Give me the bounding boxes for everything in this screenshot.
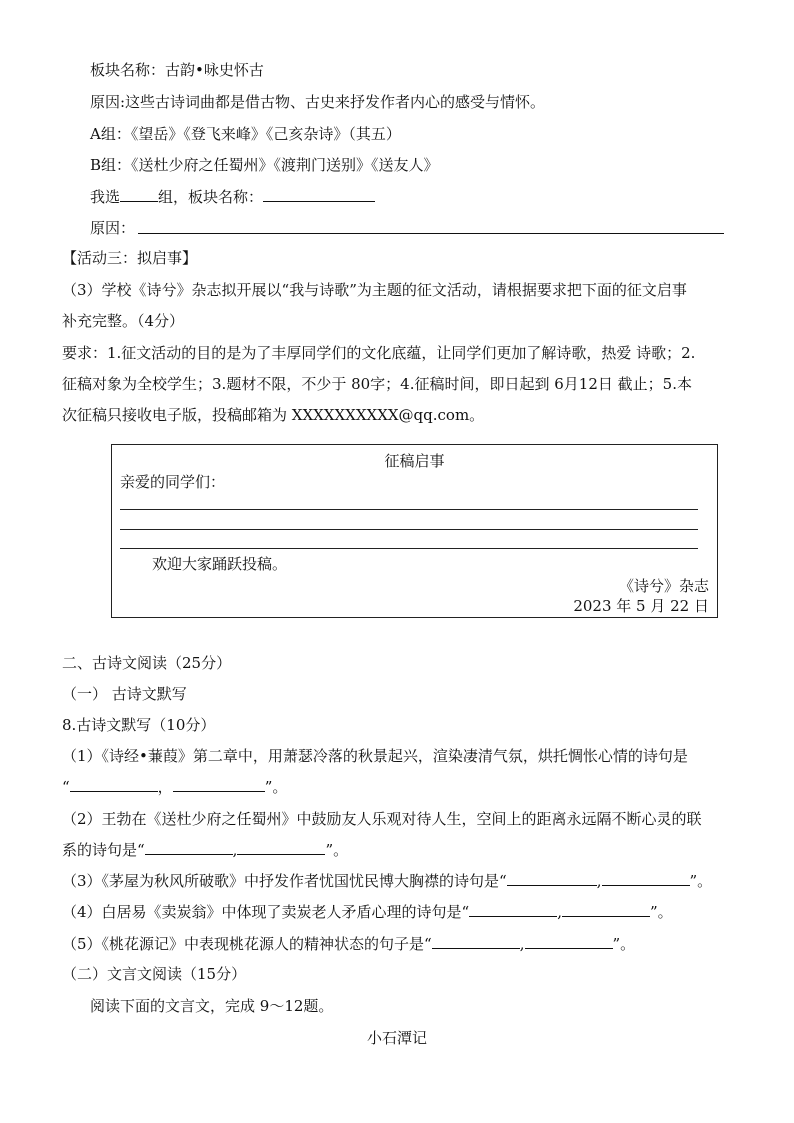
quote-open: “ <box>62 778 70 796</box>
requirements-line2: 征稿对象为全校学生；3.题材不限，不少于 80字；4.征稿时间，即日起到 6月12日 截止；5.本 <box>62 375 692 393</box>
quote-close: ”。 <box>689 872 713 890</box>
answer-blank[interactable] <box>525 934 613 949</box>
notice-write-line[interactable] <box>120 509 698 510</box>
comma: , <box>596 872 602 890</box>
board-reason: 原因:这些古诗词曲都是借古物、古史来抒发作者内心的感受与情怀。 <box>90 93 546 111</box>
notice-write-line[interactable] <box>120 529 698 530</box>
answer-blank[interactable] <box>70 777 158 792</box>
reason-blank[interactable] <box>138 233 724 234</box>
answer-blank[interactable] <box>562 902 650 917</box>
q8-3-line <box>62 871 712 891</box>
answer-blank[interactable] <box>237 840 325 855</box>
notice-title: 征稿启事 <box>384 452 445 470</box>
notice-greeting: 亲爱的同学们： <box>120 473 226 491</box>
passage-title: 小石潭记 <box>366 1029 427 1047</box>
comma: , <box>557 903 562 921</box>
q8-4-line <box>62 902 673 922</box>
answer-blank[interactable] <box>173 777 265 792</box>
group-a: A组：《望岳》《登飞来峰》《己亥杂诗》（其五） <box>90 125 401 143</box>
board-name-blank[interactable] <box>263 187 375 202</box>
answer-blank[interactable] <box>507 871 597 886</box>
part2-sub1: （一） 古诗文默写 <box>62 685 187 703</box>
reading-instruction: 阅读下面的文言文，完成 9～12题。 <box>90 997 334 1015</box>
requirements-line3: 次征稿只接收电子版，投稿邮箱为 XXXXXXXXXX@qq.com。 <box>62 406 485 424</box>
q3-line2: 补充完整。（4分） <box>62 312 185 330</box>
answer-blank[interactable] <box>602 871 690 886</box>
q8-4-prefix: （4）白居易《卖炭翁》中体现了卖炭老人矛盾心理的诗句是“ <box>62 903 470 921</box>
choose-line <box>90 187 375 207</box>
notice-write-line[interactable] <box>120 548 698 549</box>
q8-3-prefix: （3）《茅屋为秋风所破歌》中抒发作者忧国忧民博大胸襟的诗句是“ <box>62 872 507 890</box>
q8-2-line2 <box>62 840 348 860</box>
requirements-line1: 要求：1.征文活动的目的是为了丰厚同学们的文化底蕴，让同学们更加了解诗歌，热爱 诗歌；2. <box>62 344 696 362</box>
q8-5-prefix: （5）《桃花源记》中表现桃花源人的精神状态的句子是“ <box>62 935 432 953</box>
q3-line1: （3）学校《诗兮》杂志拟开展以“我与诗歌”为主题的征文活动，请根据要求把下面的征文启事 <box>62 281 687 299</box>
q8-1-line1: （1）《诗经•蒹葭》第二章中，用萧瑟冷落的秋景起兴，渲染凄清气氛，烘托惆怅心情的诗句是 <box>62 747 688 765</box>
part2-sub2: （二）文言文阅读（15分） <box>62 965 247 983</box>
choose-mid: 组，板块名称： <box>158 188 264 206</box>
quote-close: ”。 <box>264 778 288 796</box>
q8-2-prefix: 系的诗句是“ <box>62 841 145 859</box>
question-8: 8.古诗文默写（10分） <box>62 716 216 734</box>
board-name: 板块名称：古韵•咏史怀古 <box>90 61 264 79</box>
answer-blank[interactable] <box>432 934 520 949</box>
comma: , <box>519 935 525 953</box>
group-b: B组：《送杜少府之任蜀州》《渡荆门送别》《送友人》 <box>90 156 439 174</box>
part2-heading: 二、古诗文阅读（25分） <box>62 654 232 672</box>
comma: ， <box>157 778 173 796</box>
reason-label: 原因： <box>90 219 136 237</box>
notice-box <box>111 444 718 618</box>
answer-blank[interactable] <box>469 902 557 917</box>
quote-close: ”。 <box>612 935 636 953</box>
comma: , <box>232 841 238 859</box>
notice-date: 2023 年 5 月 22 日 <box>573 597 709 615</box>
answer-blank[interactable] <box>145 840 233 855</box>
quote-close: ”。 <box>650 903 673 921</box>
choose-prefix: 我选 <box>90 188 121 206</box>
notice-welcome: 欢迎大家踊跃投稿。 <box>152 555 288 573</box>
q8-2-line1: （2）王勃在《送杜少府之任蜀州》中鼓励友人乐观对待人生，空间上的距离永远隔不断心灵的联 <box>62 810 702 828</box>
activity3-heading: 【活动三：拟启事】 <box>62 249 198 267</box>
group-blank[interactable] <box>120 187 158 202</box>
q8-1-line2 <box>62 777 287 797</box>
quote-close: ”。 <box>325 841 349 859</box>
q8-5-line <box>62 934 635 954</box>
notice-signature: 《诗兮》杂志 <box>618 577 709 595</box>
